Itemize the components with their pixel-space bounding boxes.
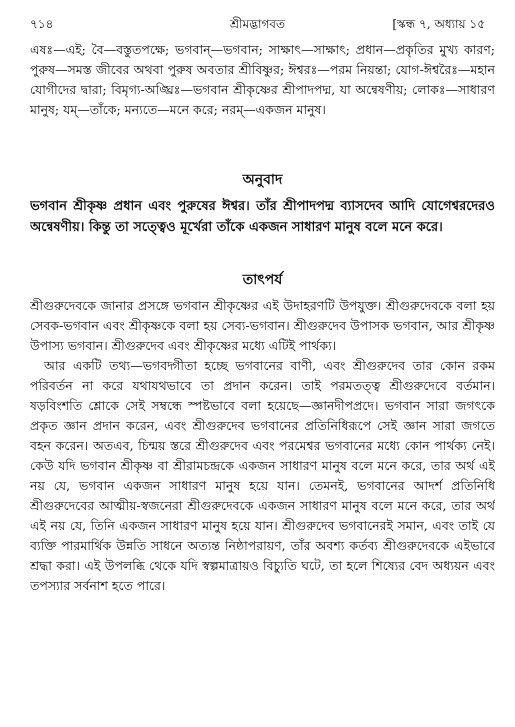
running-header (30, 14, 485, 34)
translation-heading: অনুবাদ (242, 172, 283, 188)
page-number: ৭১৪ (30, 17, 54, 31)
canto-chapter-label: [স্কন্ধ ৭, অধ্যায় ১৫ (392, 17, 485, 31)
synonyms-paragraph: এষঃ—এই; বৈ—বস্তুতপক্ষে; ভগবান্—ভগবান; সাক্ষাৎ—সাক্ষাৎ; প্রধান—প্রকৃতির মুখ্য কারণ; পুরুষ—সমস্ত জীবের অথবা পুরুষ অবতার শ্রীবিষ্ণুর; ঈশ্বরঃ—পরম নিয়ন্তা; যোগ-ঈশ্বরৈঃ—মহান যোগীদের দ্বারা; বিমৃগ্য-অঙ্ঘ্রিঃ—ভগবান শ্রীকৃষ্ণের শ্রীপাদপদ্ম, যা অন্বেষণীয়; লোকঃ—সাধারণ মানুষ; যম্—তাঁকে; মন্যতে—মনে করে; নরম্—একজন মানুষ। (30, 42, 495, 117)
book-title: শ্রীমদ্ভাগবত (229, 17, 285, 31)
purport-paragraph: আর একটি তথ্য—ভগবদ্গীতা হচ্ছে ভগবানের বাণী, এবং শ্রীগুরুদেব তার কোন রকম পরিবর্তন না করে যথাযথভাবে তা প্রদান করেন। তাই পরমতত্ত্ব শ্রীগুরুদেবে বর্তমান। ষড়বিংশতি শ্লোকে সেই সম্বন্ধে স্পষ্টভাবে বলা হয়েছে—জ্ঞানদীপপ্রদে। ভগবান সারা জগৎকে প্রকৃত জ্ঞান প্রদান করেন, এবং শ্রীগুরুদেব ভগবানের প্রতিনিধিরূপে সেই জ্ঞান সারা জগতে বহন করেন। অতএব, চিন্ময় স্তরে শ্রীগুরুদেব এবং পরমেশ্বর ভগবানের মধ্যে কোন পার্থক্য নেই। কেউ যদি ভগবান শ্রীকৃষ্ণ বা শ্রীরামচন্দ্রকে একজন সাধারণ মানুষ বলে মনে করে, তার অর্থ এই নয় যে, ভগবান একজন সাধারণ মানুষ হয়ে যান। তেমনই, ভগবানের আদর্শ প্রতিনিধি শ্রীগুরুদেবের আত্মীয়-স্বজনেরা শ্রীগুরুদেবকে একজন সাধারণ মানুষ বলে মনে করে, তার অর্থ এই নয় যে, তিনি একজন সাধারণ মানুষ হয়ে যান। শ্রীগুরুদেব ভগবানেরই সমান, এবং তাই যে ব্যক্তি পারমার্থিক উন্নতি সাধনে অত্যন্ত নিষ্ঠাপরায়ণ, তাঁর অবশ্য কর্তব্য শ্রীগুরুদেবকে এইভাবে শ্রদ্ধা করা। এই উপলব্ধি থেকে যদি স্বল্পমাত্রায়ও বিচ্যুতি ঘটে, তা হলে শিষ্যের বেদ অধ্যয়ন এবং তপস্যার সর্বনাশ হতে পারে। (30, 358, 495, 593)
purport-paragraph: শ্রীগুরুদেবকে জানার প্রসঙ্গে ভগবান শ্রীকৃষ্ণের এই উদাহরণটি উপযুক্ত। শ্রীগুরুদেবকে বলা হয় সেবক-ভগবান এবং শ্রীকৃষ্ণকে বলা হয় সেব্য-ভগবান। শ্রীগুরুদেব উপাসক ভগবান, আর শ্রীকৃষ্ণ উপাস্য ভগবান। শ্রীগুরুদেব এবং শ্রীকৃষ্ণের মধ্যে এটিই পার্থক্য। (30, 298, 495, 353)
translation-paragraph: ভগবান শ্রীকৃষ্ণ প্রধান এবং পুরুষের ঈশ্বর। তাঁর শ্রীপাদপদ্ম ব্যাসদেব আদি যোগেশ্বরদেরও অন্বেষণীয়। কিন্তু তা সত্ত্বেও মূর্খেরা তাঁকে একজন সাধারণ মানুষ বলে মনে করে। (30, 199, 495, 235)
page-body (30, 40, 495, 668)
purport-section (30, 296, 495, 668)
purport-heading: তাৎপর্য (242, 272, 283, 288)
